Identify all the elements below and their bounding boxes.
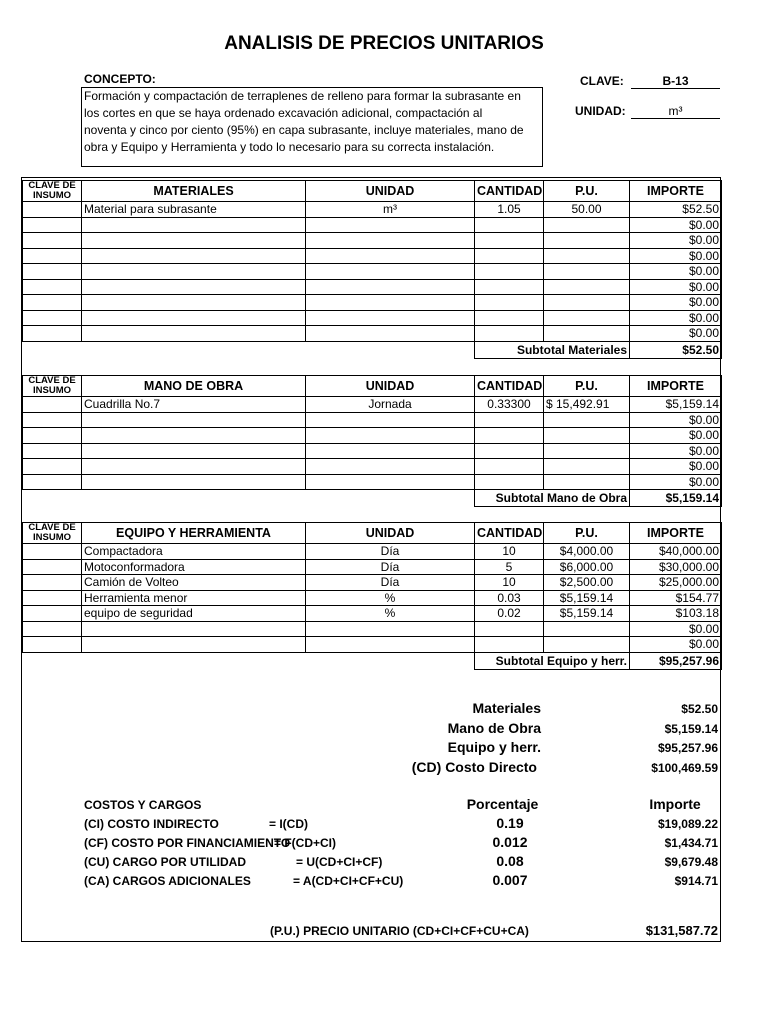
table-row (23, 590, 722, 606)
table-cell: $0.00 (630, 326, 722, 342)
table-cell: $0.00 (630, 412, 722, 428)
table-cell (544, 474, 630, 490)
materiales-table (22, 180, 722, 359)
table-cell: $30,000.00 (630, 559, 722, 575)
table-cell (82, 621, 306, 637)
table-row (23, 217, 722, 233)
column-header: CLAVE DE INSUMO (23, 376, 82, 397)
precio-unitario-label: (P.U.) PRECIO UNITARIO (CD+CI+CF+CU+CA) (270, 924, 529, 938)
table-cell (475, 326, 544, 342)
unidad-label: UNIDAD: (575, 104, 626, 118)
table-row (23, 428, 722, 444)
table-cell (544, 248, 630, 264)
cargo-importe: $19,089.22 (657, 817, 718, 831)
cargo-formula: = U(CD+CI+CF) (296, 855, 383, 869)
table-cell (544, 310, 630, 326)
cargo-name: (CF) COSTO POR FINANCIAMIENTO (84, 836, 291, 850)
table-cell (475, 459, 544, 475)
table-cell: $154.77 (630, 590, 722, 606)
table-cell (82, 248, 306, 264)
table-cell (475, 621, 544, 637)
table-cell (82, 428, 306, 444)
table-cell (82, 217, 306, 233)
table-cell (306, 443, 475, 459)
table-cell (544, 637, 630, 653)
table-cell (475, 443, 544, 459)
table-cell (306, 264, 475, 280)
table-cell: Día (306, 575, 475, 591)
table-cell: 0.03 (475, 590, 544, 606)
table-cell (475, 310, 544, 326)
table-cell: $0.00 (630, 310, 722, 326)
table-cell (23, 202, 82, 218)
cargo-formula: = A(CD+CI+CF+CU) (293, 874, 404, 888)
table-cell (306, 295, 475, 311)
table-cell: $ 15,492.91 (544, 397, 630, 413)
table-cell (82, 459, 306, 475)
table-row (23, 606, 722, 622)
table-cell: Jornada (306, 397, 475, 413)
equipo-table (22, 522, 722, 670)
table-row (23, 326, 722, 342)
table-cell (475, 474, 544, 490)
subtotal-label: Subtotal Mano de Obra (475, 490, 630, 507)
resumen-value: $5,159.14 (664, 722, 718, 736)
clave-label: CLAVE: (580, 74, 624, 88)
table-cell (23, 590, 82, 606)
table-cell (23, 264, 82, 280)
subtotal-label: Subtotal Equipo y herr. (475, 652, 630, 669)
column-header: P.U. (544, 523, 630, 544)
table-cell (306, 326, 475, 342)
table-cell (82, 233, 306, 249)
table-cell (23, 428, 82, 444)
column-header: IMPORTE (630, 181, 722, 202)
table-cell (306, 248, 475, 264)
cargo-importe: $1,434.71 (664, 836, 718, 850)
importe-heading: Importe (649, 796, 701, 812)
concepto-line: los cortes en que se haya ordenado excavación adicional, compactación al (84, 106, 483, 120)
table-cell: $6,000.00 (544, 559, 630, 575)
table-cell (23, 279, 82, 295)
table-cell: $2,500.00 (544, 575, 630, 591)
table-cell: $0.00 (630, 474, 722, 490)
table-row (23, 264, 722, 280)
table-cell: Material para subrasante (82, 202, 306, 218)
table-cell (306, 474, 475, 490)
table-cell (23, 606, 82, 622)
column-header: UNIDAD (306, 181, 475, 202)
column-header: CLAVE DE INSUMO (23, 181, 82, 202)
column-header: CANTIDAD (475, 376, 544, 397)
table-cell: $103.18 (630, 606, 722, 622)
table-cell: m³ (306, 202, 475, 218)
table-cell (544, 295, 630, 311)
table-cell: Día (306, 544, 475, 560)
table-cell (306, 621, 475, 637)
table-row (23, 295, 722, 311)
table-cell: Herramienta menor (82, 590, 306, 606)
table-cell (475, 233, 544, 249)
cargo-pct: 0.007 (492, 872, 528, 888)
table-cell (306, 233, 475, 249)
table-cell (23, 559, 82, 575)
subtotal-row (23, 652, 722, 669)
cargo-name: (CA) CARGOS ADICIONALES (84, 874, 251, 888)
cargo-pct: 0.08 (496, 853, 524, 869)
table-cell (475, 428, 544, 444)
table-cell: $40,000.00 (630, 544, 722, 560)
table-row (23, 310, 722, 326)
column-header: IMPORTE (630, 523, 722, 544)
table-cell (544, 412, 630, 428)
table-cell: $4,000.00 (544, 544, 630, 560)
table-cell: $0.00 (630, 264, 722, 280)
subtotal-row (23, 341, 722, 358)
column-header: EQUIPO Y HERRAMIENTA (82, 523, 306, 544)
table-row (23, 279, 722, 295)
table-row (23, 575, 722, 591)
concepto-line: noventa y cinco por ciento (95%) en capa subrasante, incluye materiales, mano de (84, 123, 524, 137)
table-row (23, 443, 722, 459)
table-cell (82, 412, 306, 428)
subtotal-value: $5,159.14 (630, 490, 722, 507)
table-cell: % (306, 606, 475, 622)
table-cell (82, 637, 306, 653)
table-cell: 0.33300 (475, 397, 544, 413)
cargo-formula: = F(CD+CI) (274, 836, 337, 850)
concepto-label: CONCEPTO: (84, 72, 156, 86)
column-header: MANO DE OBRA (82, 376, 306, 397)
table-cell: $5,159.14 (544, 606, 630, 622)
cargo-importe: $9,679.48 (664, 855, 718, 869)
table-cell: $0.00 (630, 279, 722, 295)
table-cell (23, 474, 82, 490)
table-cell: 10 (475, 575, 544, 591)
table-cell (544, 233, 630, 249)
concepto-line: obra y Equipo y Herramienta y todo lo necesario para su correcta instalación. (84, 140, 495, 154)
subtotal-value: $52.50 (630, 341, 722, 358)
column-header: CLAVE DE INSUMO (23, 523, 82, 544)
table-cell: equipo de seguridad (82, 606, 306, 622)
table-cell: 50.00 (544, 202, 630, 218)
precio-unitario-value: $131,587.72 (645, 923, 718, 938)
table-cell: $25,000.00 (630, 575, 722, 591)
resumen-label: Mano de Obra (447, 720, 541, 736)
column-header: IMPORTE (630, 376, 722, 397)
cargo-pct: 0.19 (496, 815, 524, 831)
column-header: CANTIDAD (475, 523, 544, 544)
concepto-box (81, 87, 543, 167)
subtotal-value: $95,257.96 (630, 652, 722, 669)
clave-value: B-13 (631, 74, 720, 89)
unidad-value: m³ (631, 104, 720, 119)
table-row (23, 559, 722, 575)
table-cell (475, 217, 544, 233)
table-cell (475, 248, 544, 264)
table-cell: 5 (475, 559, 544, 575)
table-cell: $0.00 (630, 459, 722, 475)
table-cell: $0.00 (630, 428, 722, 444)
table-cell: $0.00 (630, 248, 722, 264)
table-cell: Camión de Volteo (82, 575, 306, 591)
table-cell (23, 326, 82, 342)
table-cell (82, 443, 306, 459)
column-header: MATERIALES (82, 181, 306, 202)
table-cell (475, 412, 544, 428)
table-cell (306, 217, 475, 233)
resumen-value: $52.50 (681, 702, 718, 716)
table-cell: $0.00 (630, 233, 722, 249)
table-cell: $0.00 (630, 621, 722, 637)
subtotal-spacer (23, 341, 475, 358)
table-cell (23, 310, 82, 326)
table-cell (23, 443, 82, 459)
subtotal-label: Subtotal Materiales (475, 341, 630, 358)
table-cell (82, 474, 306, 490)
table-cell (544, 217, 630, 233)
table-cell (544, 459, 630, 475)
cargo-name: (CU) CARGO POR UTILIDAD (84, 855, 246, 869)
table-cell (23, 248, 82, 264)
subtotal-spacer (23, 490, 475, 507)
table-cell: $5,159.14 (630, 397, 722, 413)
resumen-value: $95,257.96 (657, 741, 718, 755)
table-cell (82, 279, 306, 295)
subtotal-spacer (23, 652, 475, 669)
column-header: P.U. (544, 376, 630, 397)
table-row (23, 474, 722, 490)
table-cell: $52.50 (630, 202, 722, 218)
table-cell (23, 575, 82, 591)
table-cell (23, 217, 82, 233)
cargo-name: (CI) COSTO INDIRECTO (84, 817, 219, 831)
table-cell (306, 637, 475, 653)
table-cell (82, 326, 306, 342)
table-cell (475, 264, 544, 280)
resumen-label: Equipo y herr. (447, 739, 541, 755)
table-header-row (23, 181, 722, 202)
table-cell (544, 443, 630, 459)
table-row (23, 397, 722, 413)
cargo-importe: $914.71 (674, 874, 718, 888)
table-cell: 10 (475, 544, 544, 560)
table-row (23, 544, 722, 560)
table-cell: % (306, 590, 475, 606)
table-cell: 0.02 (475, 606, 544, 622)
table-row (23, 233, 722, 249)
table-row (23, 202, 722, 218)
table-cell (23, 233, 82, 249)
resumen-label: Materiales (472, 700, 541, 716)
table-cell (23, 544, 82, 560)
table-row (23, 459, 722, 475)
table-header-row (23, 523, 722, 544)
subtotal-row (23, 490, 722, 507)
table-cell (475, 295, 544, 311)
column-header: P.U. (544, 181, 630, 202)
table-cell: $0.00 (630, 295, 722, 311)
table-cell (544, 264, 630, 280)
table-cell: Cuadrilla No.7 (82, 397, 306, 413)
table-cell (306, 459, 475, 475)
column-header: UNIDAD (306, 376, 475, 397)
resumen-label: (CD) Costo Directo (411, 759, 537, 775)
cargo-pct: 0.012 (492, 834, 528, 850)
table-cell (82, 310, 306, 326)
table-row (23, 248, 722, 264)
column-header: UNIDAD (306, 523, 475, 544)
table-cell (306, 310, 475, 326)
table-cell: Compactadora (82, 544, 306, 560)
table-cell: $0.00 (630, 217, 722, 233)
table-cell: $0.00 (630, 637, 722, 653)
table-cell (306, 279, 475, 295)
table-cell: Motoconformadora (82, 559, 306, 575)
table-cell: Día (306, 559, 475, 575)
table-cell: 1.05 (475, 202, 544, 218)
table-cell (544, 428, 630, 444)
table-cell (306, 428, 475, 444)
mano-obra-table (22, 375, 722, 507)
table-cell: $0.00 (630, 443, 722, 459)
table-row (23, 637, 722, 653)
table-cell (544, 621, 630, 637)
concepto-line: Formación y compactación de terraplenes de relleno para formar la subrasante en (84, 89, 521, 103)
table-cell (475, 279, 544, 295)
cargos-heading: COSTOS Y CARGOS (84, 798, 202, 812)
table-cell (23, 397, 82, 413)
table-cell (544, 326, 630, 342)
table-cell (544, 279, 630, 295)
table-cell (306, 412, 475, 428)
table-cell: $5,159.14 (544, 590, 630, 606)
table-cell (23, 637, 82, 653)
table-cell (82, 264, 306, 280)
table-row (23, 412, 722, 428)
table-cell (82, 295, 306, 311)
table-cell (23, 459, 82, 475)
cargo-formula: = I(CD) (269, 817, 308, 831)
table-cell (23, 621, 82, 637)
column-header: CANTIDAD (475, 181, 544, 202)
page-title: ANALISIS DE PRECIOS UNITARIOS (224, 33, 544, 54)
porcentaje-heading: Porcentaje (466, 796, 539, 812)
resumen-value: $100,469.59 (651, 761, 718, 775)
table-cell (23, 295, 82, 311)
table-cell (23, 412, 82, 428)
table-header-row (23, 376, 722, 397)
table-row (23, 621, 722, 637)
table-cell (475, 637, 544, 653)
